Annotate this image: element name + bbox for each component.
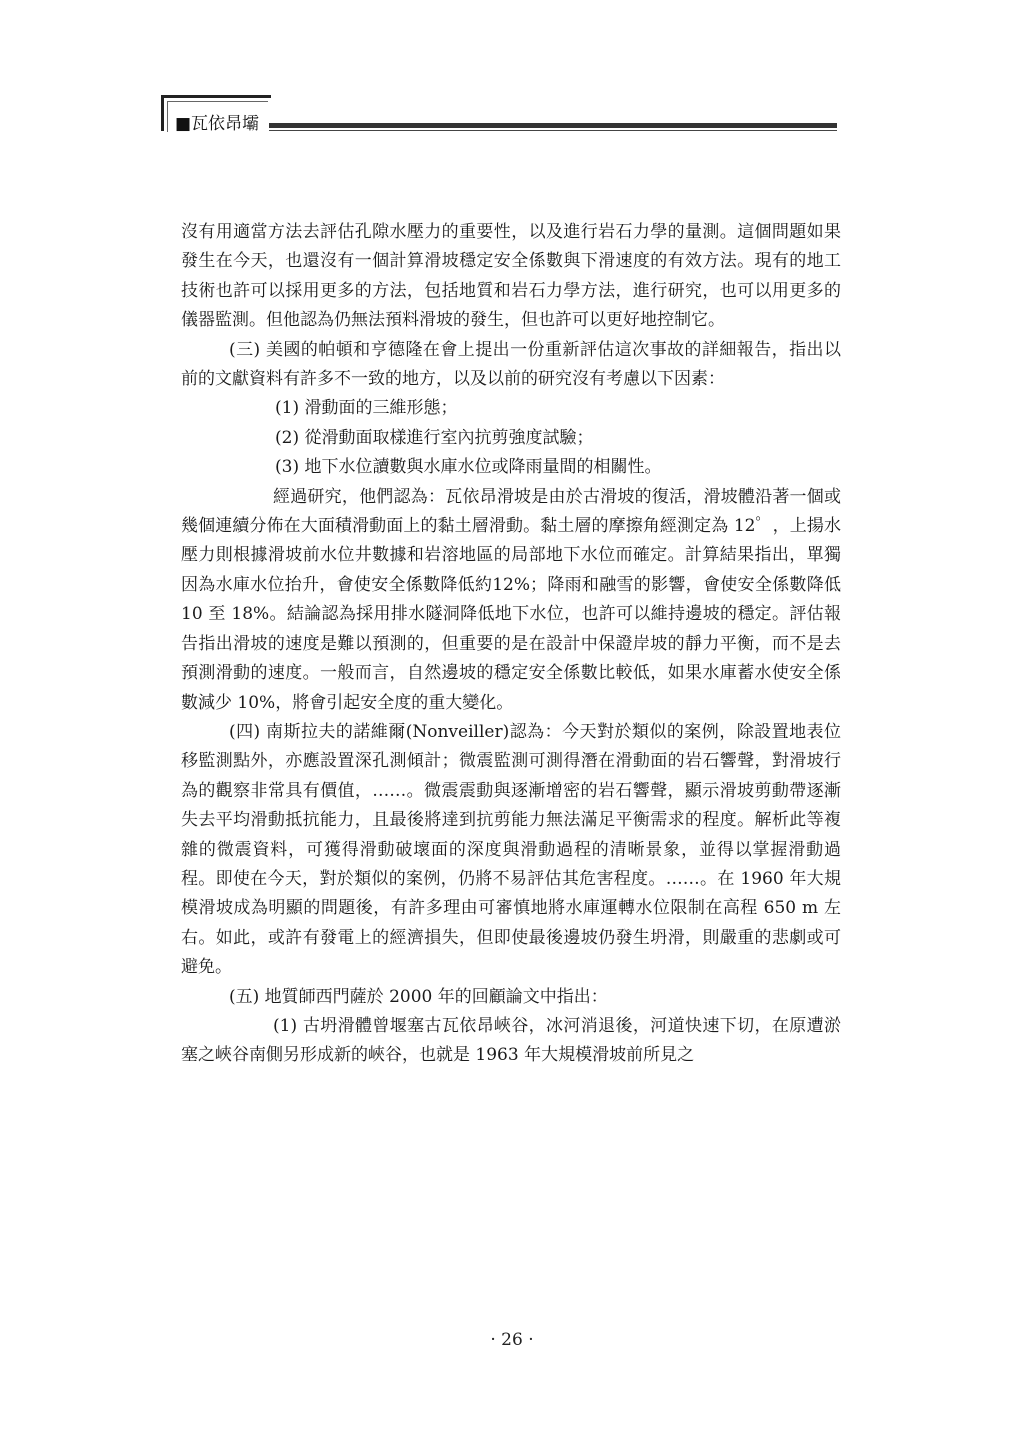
- body-text: [181, 218, 841, 1071]
- header-rule-thin: [269, 130, 837, 131]
- list-item-1: (1) 滑動面的三維形態；: [275, 398, 458, 419]
- list-item-5-1: (1) 古坍滑體曾堰塞古瓦依昂峽谷，冰河消退後，河道快速下切，在原遭淤塞之峽谷南側另形成新的峽谷，也就是 1963 年大規模滑坡前所見之: [181, 1015, 841, 1066]
- paragraph-findings: 經過研究，他們認為：瓦依昂滑坡是由於古滑坡的復活，滑坡體沿著一個或幾個連續分佈在大面積滑動面上的黏土層滑動。黏土層的摩擦角經測定為 12゜，上揚水壓力則根據滑坡前水位井數據和岩溶地區的局部地下水位而確定。計算結果指出，單獨因為水庫水位抬升，會使安全係數降低約12%；降雨和融雪的影響，會使安全係數降低 10 至 18%。結論認為採用排水隧洞降低地下水位，也許可以維持邊坡的穩定。評估報告指出滑坡的速度是難以預測的，但重要的是在設計中保證岸坡的靜力平衡，而不是去預測滑動的速度。一般而言，自然邊坡的穩定安全係數比較低，如果水庫蓄水使安全係數減少 10%，將會引起安全度的重大變化。: [181, 486, 841, 713]
- paragraph-continued: 沒有用適當方法去評估孔隙水壓力的重要性，以及進行岩石力學的量測。這個問題如果發生在今天，也還沒有一個計算滑坡穩定安全係數與下滑速度的有效方法。現有的地工技術也許可以採用更多的方法，包括地質和岩石力學方法，進行研究，也可以用更多的儀器監測。但他認為仍無法預料滑坡的發生，但也許可以更好地控制它。: [181, 222, 841, 331]
- paragraph-section-5: (五) 地質師西門薩於 2000 年的回顧論文中指出：: [229, 986, 608, 1007]
- paragraph-section-4: (四) 南斯拉夫的諾維爾(Nonveiller)認為：今天對於類似的案例，除設置地表位移監測點外，亦應設置深孔測傾計；微震監測可測得潛在滑動面的岩石響聲，對滑坡行為的觀察非常具有價值，……。微震震動與逐漸增密的岩石響聲，顯示滑坡剪動帶逐漸失去平均滑動抵抗能力，且最後將達到抗剪能力無法滿足平衡需求的程度。解析此等複雜的微震資料，可獲得滑動破壞面的深度與滑動過程的清晰景象，並得以掌握滑動過程。即使在今天，對於類似的案例，仍將不易評估其危害程度。……。在 1960 年大規模滑坡成為明顯的問題後，有許多理由可審慎地將水庫運轉水位限制在高程 650 m 左右。如此，或許有發電上的經濟損失，但即使最後邊坡仍發生坍滑，則嚴重的悲劇或可避免。: [181, 721, 841, 978]
- page-number: · 26 ·: [490, 1330, 534, 1350]
- list-item-3: (3) 地下水位讀數與水庫水位或降雨量間的相關性。: [275, 457, 662, 478]
- header-title: ■瓦依昂壩: [175, 114, 260, 134]
- header-rule-thick: [269, 123, 837, 128]
- list-item-2: (2) 從滑動面取樣進行室內抗剪強度試驗；: [275, 427, 594, 448]
- running-header: [161, 95, 837, 135]
- paragraph-section-3: (三) 美國的帕頓和亨德隆在會上提出一份重新評估這次事故的詳細報告，指出以前的文獻資料有許多不一致的地方，以及以前的研究沒有考慮以下因素：: [181, 339, 841, 390]
